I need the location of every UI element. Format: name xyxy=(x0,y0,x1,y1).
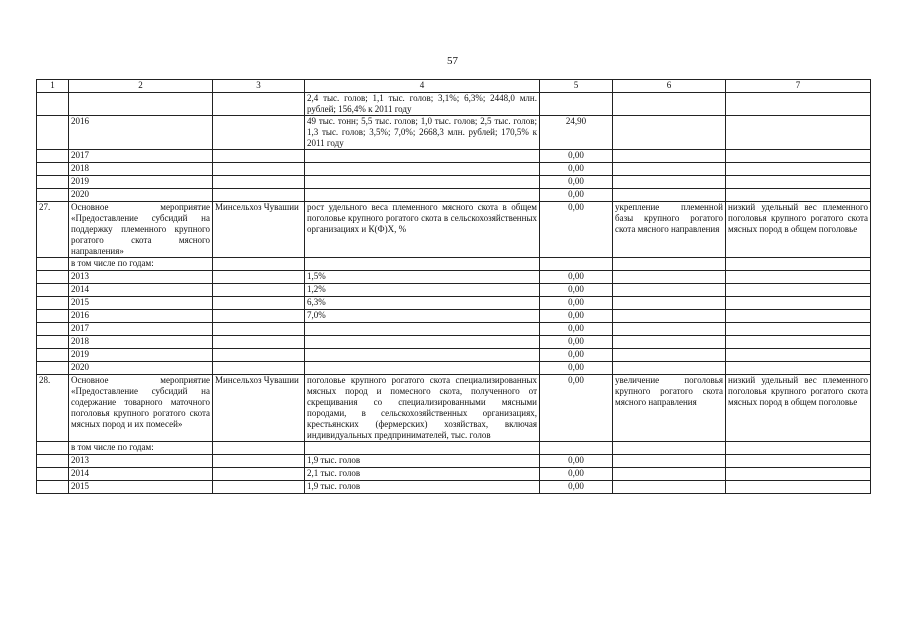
executor-cell: Минсельхоз Чувашии xyxy=(213,202,305,258)
table-row xyxy=(37,481,871,494)
indicator-cell xyxy=(305,349,540,362)
table-row xyxy=(37,362,871,375)
year-cell: 2019 xyxy=(69,176,213,189)
table-row xyxy=(37,375,871,442)
table-row xyxy=(37,150,871,163)
column-number: 2 xyxy=(69,80,213,93)
table-row xyxy=(37,442,871,455)
item-number: 28. xyxy=(37,375,69,442)
year-cell: 2018 xyxy=(69,336,213,349)
executor-cell: Минсельхоз Чувашии xyxy=(213,375,305,442)
indicator-cell: 1,2% xyxy=(305,284,540,297)
indicator-cell xyxy=(305,336,540,349)
indicator-cell xyxy=(305,176,540,189)
indicator-cell: поголовье крупного рогатого скота специализированных мясных пород и помесного скота, полученного от скрещивания со специализированными мясными породами, в сельскохозяйственных организациях, крестьянских (фермерских) хозяйствах, включая индивидуальных предпринимателей, тыс. голов xyxy=(305,375,540,442)
table-body xyxy=(37,80,871,494)
year-cell: 2020 xyxy=(69,189,213,202)
table-row xyxy=(37,202,871,258)
column-number: 4 xyxy=(305,80,540,93)
page-number: 57 xyxy=(447,55,458,67)
result-cell: увеличение поголовья крупного рогатого скота мясного направления xyxy=(613,375,726,442)
year-cell: 2015 xyxy=(69,297,213,310)
value-cell: 24,90 xyxy=(540,116,613,150)
value-cell: 0,00 xyxy=(540,284,613,297)
indicator-cell xyxy=(305,323,540,336)
value-cell: 0,00 xyxy=(540,468,613,481)
table-row xyxy=(37,455,871,468)
column-number: 7 xyxy=(726,80,871,93)
risk-cell: низкий удельный вес племенного поголовья крупного рогатого скота мясных пород в общем поголовье xyxy=(726,375,871,442)
value-cell: 0,00 xyxy=(540,362,613,375)
value-cell: 0,00 xyxy=(540,481,613,494)
value-cell: 0,00 xyxy=(540,375,613,442)
table-row xyxy=(37,163,871,176)
by-years-label: в том числе по годам: xyxy=(69,258,213,271)
value-cell: 0,00 xyxy=(540,310,613,323)
year-cell: 2015 xyxy=(69,481,213,494)
table-row xyxy=(37,258,871,271)
risk-cell: низкий удельный вес племенного поголовья крупного рогатого скота мясных пород в общем поголовье xyxy=(726,202,871,258)
indicator-cell xyxy=(305,362,540,375)
table-row xyxy=(37,284,871,297)
column-number: 1 xyxy=(37,80,69,93)
result-cell: укрепление племенной базы крупного рогатого скота мясного направления xyxy=(613,202,726,258)
table-row xyxy=(37,93,871,116)
value-cell: 0,00 xyxy=(540,202,613,258)
indicator-cell xyxy=(305,189,540,202)
column-number: 6 xyxy=(613,80,726,93)
year-cell: 2016 xyxy=(69,310,213,323)
value-cell: 0,00 xyxy=(540,297,613,310)
indicator-cell: 2,4 тыс. голов; 1,1 тыс. голов; 3,1%; 6,3%; 2448,0 млн. рублей; 156,4% к 2011 году xyxy=(305,93,540,116)
table-row xyxy=(37,323,871,336)
table-row xyxy=(37,189,871,202)
column-number: 5 xyxy=(540,80,613,93)
year-cell: 2013 xyxy=(69,455,213,468)
value-cell: 0,00 xyxy=(540,189,613,202)
value-cell: 0,00 xyxy=(540,455,613,468)
year-cell: 2014 xyxy=(69,468,213,481)
table-row xyxy=(37,336,871,349)
year-cell: 2018 xyxy=(69,163,213,176)
year-cell: 2014 xyxy=(69,284,213,297)
value-cell: 0,00 xyxy=(540,323,613,336)
year-cell: 2019 xyxy=(69,349,213,362)
measure-cell: Основное мероприятие «Предоставление субсидий на поддержку племенного крупного рогатого скота мясного направления» xyxy=(69,202,213,258)
indicator-cell: 49 тыс. тонн; 5,5 тыс. голов; 1,0 тыс. голов; 2,5 тыс. голов; 1,3 тыс. голов; 3,5%; 7,0%; 2668,3 млн. рублей; 170,5% к 2011 году xyxy=(305,116,540,150)
column-number-row xyxy=(37,80,871,93)
indicator-cell: 1,5% xyxy=(305,271,540,284)
value-cell: 0,00 xyxy=(540,336,613,349)
year-cell: 2020 xyxy=(69,362,213,375)
value-cell: 0,00 xyxy=(540,163,613,176)
indicator-cell xyxy=(305,150,540,163)
table-row xyxy=(37,176,871,189)
table-row xyxy=(37,468,871,481)
year-cell: 2017 xyxy=(69,150,213,163)
value-cell: 0,00 xyxy=(540,176,613,189)
indicator-cell: рост удельного веса племенного мясного скота в общем поголовье крупного рогатого скота в сельскохозяйственных организациях и К(Ф)Х, % xyxy=(305,202,540,258)
year-cell: 2016 xyxy=(69,116,213,150)
year-cell: 2017 xyxy=(69,323,213,336)
year-cell: 2013 xyxy=(69,271,213,284)
indicator-cell xyxy=(305,163,540,176)
indicator-cell: 1,9 тыс. голов xyxy=(305,481,540,494)
item-number: 27. xyxy=(37,202,69,258)
value-cell: 0,00 xyxy=(540,349,613,362)
indicator-cell: 6,3% xyxy=(305,297,540,310)
value-cell: 0,00 xyxy=(540,150,613,163)
by-years-label: в том числе по годам: xyxy=(69,442,213,455)
measure-cell: Основное мероприятие «Предоставление субсидий на содержание товарного маточного поголовья крупного рогатого скота мясных пород и их помесей» xyxy=(69,375,213,442)
column-number: 3 xyxy=(213,80,305,93)
indicator-cell: 7,0% xyxy=(305,310,540,323)
table-row xyxy=(37,116,871,150)
table-row xyxy=(37,297,871,310)
table-row xyxy=(37,349,871,362)
table-row xyxy=(37,310,871,323)
indicator-cell: 2,1 тыс. голов xyxy=(305,468,540,481)
value-cell: 0,00 xyxy=(540,271,613,284)
program-table xyxy=(36,79,871,494)
indicator-cell: 1,9 тыс. голов xyxy=(305,455,540,468)
table-row xyxy=(37,271,871,284)
